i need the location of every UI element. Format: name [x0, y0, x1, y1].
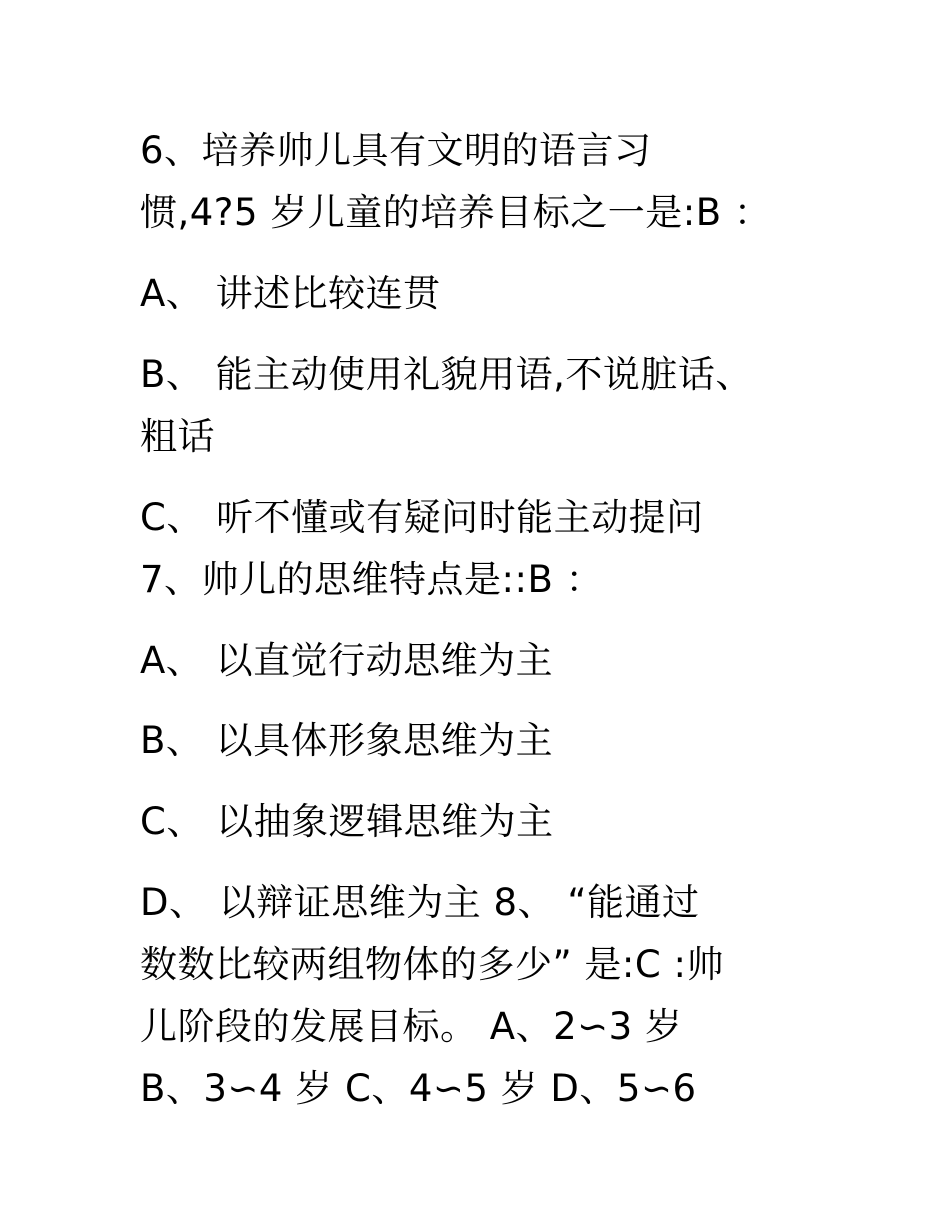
q7-option-a: A、 以直觉行动思维为主	[140, 639, 554, 682]
q8-options-line: B、3∽4 岁 C、4∽5 岁 D、5∽6	[140, 1067, 697, 1110]
q6-option-b-line-2: 粗话	[140, 415, 215, 458]
q7-stem: 7、帅儿的思维特点是::B ：	[140, 558, 604, 601]
q6-option-b-line-1: B、 能主动使用礼貌用语,不说脏话、	[140, 353, 753, 396]
q6-stem-line-1: 6、培养帅儿具有文明的语言习	[140, 129, 652, 172]
q6-option-a: A、 讲述比较连贯	[140, 272, 441, 315]
q7-option-b: B、 以具体形象思维为主	[140, 719, 554, 762]
q6-stem-line-2: 惯,4?5 岁儿童的培养目标之一是:B ：	[140, 191, 772, 234]
q8-stem-line-3: 儿阶段的发展目标。 A、2∽3 岁	[140, 1005, 683, 1048]
q8-stem-line-2: 数数比较两组物体的多少” 是:C :帅	[140, 943, 724, 986]
q7-option-d-q8-stem-line-1: D、 以辩证思维为主 8、 “能通过	[140, 881, 700, 924]
q7-option-c: C、 以抽象逻辑思维为主	[140, 800, 554, 843]
q6-option-c: C、 听不懂或有疑问时能主动提问	[140, 496, 704, 539]
